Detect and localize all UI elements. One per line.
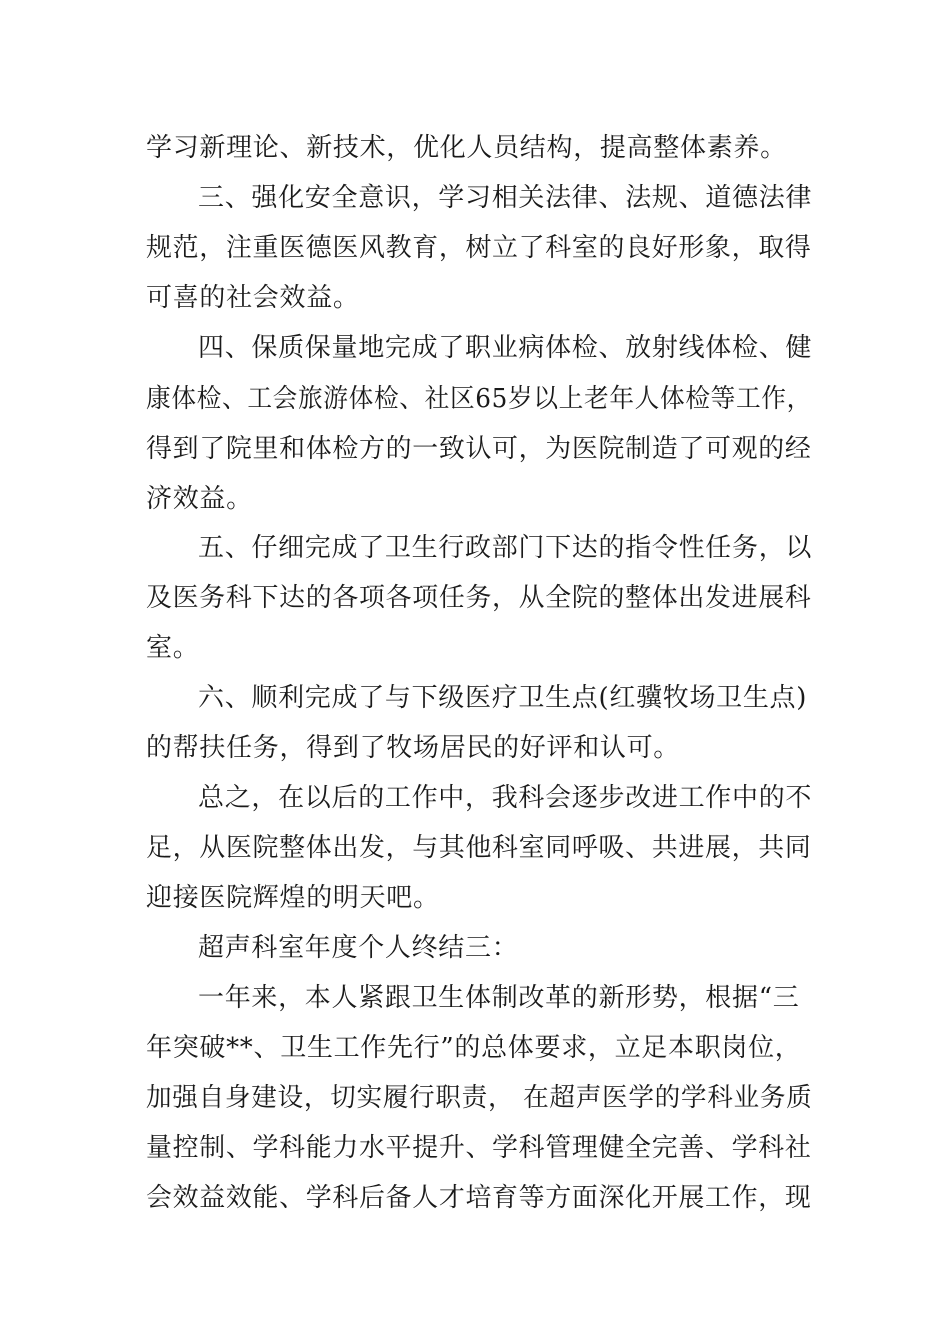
text-line: 三、强化安全意识，学习相关法律、法规、道德法律 — [198, 183, 813, 213]
text-line: 会效益效能、学科后备人才培育等方面深化开展工作，现 — [146, 1183, 812, 1213]
text-line: 超声科室年度个人终结三： — [198, 933, 519, 963]
text-line: 可喜的社会效益。 — [146, 283, 360, 313]
text-line: 康体检、工会旅游体检、社区65岁以上老年人体检等工作， — [146, 384, 812, 414]
text-line: 量控制、学科能力水平提升、学科管理健全完善、学科社 — [146, 1133, 812, 1163]
text-line: 五、仔细完成了卫生行政部门下达的指令性任务，以 — [198, 533, 813, 563]
text-line: 四、保质保量地完成了职业病体检、放射线体检、健 — [198, 333, 813, 363]
text-line: 的帮扶任务，得到了牧场居民的好评和认可。 — [146, 733, 681, 763]
text-line: 及医务科下达的各项各项任务，从全院的整体出发进展科 — [146, 583, 812, 613]
text-line: 室。 — [146, 633, 200, 663]
text-line: 学习新理论、新技术，优化人员结构，提高整体素养。 — [146, 133, 787, 163]
text-line: 总之，在以后的工作中，我科会逐步改进工作中的不 — [198, 783, 813, 813]
text-line: 规范，注重医德医风教育，树立了科室的良好形象，取得 — [146, 233, 812, 263]
text-line: 足，从医院整体出发，与其他科室同呼吸、共进展，共同 — [146, 833, 812, 863]
text-line: 济效益。 — [146, 484, 253, 514]
text-line: 加强自身建设，切实履行职责， 在超声医学的学科业务质 — [146, 1083, 813, 1113]
text-line: 年突破**、卫生工作先行”的总体要求，立足本职岗位， — [146, 1033, 802, 1063]
text-line: 一年来，本人紧跟卫生体制改革的新形势，根据“三 — [198, 983, 800, 1013]
text-line: 迎接医院辉煌的明天吧。 — [146, 883, 440, 913]
text-line: 六、顺利完成了与下级医疗卫生点(红骥牧场卫生点) — [198, 683, 808, 713]
text-line: 得到了院里和体检方的一致认可，为医院制造了可观的经 — [146, 434, 812, 464]
